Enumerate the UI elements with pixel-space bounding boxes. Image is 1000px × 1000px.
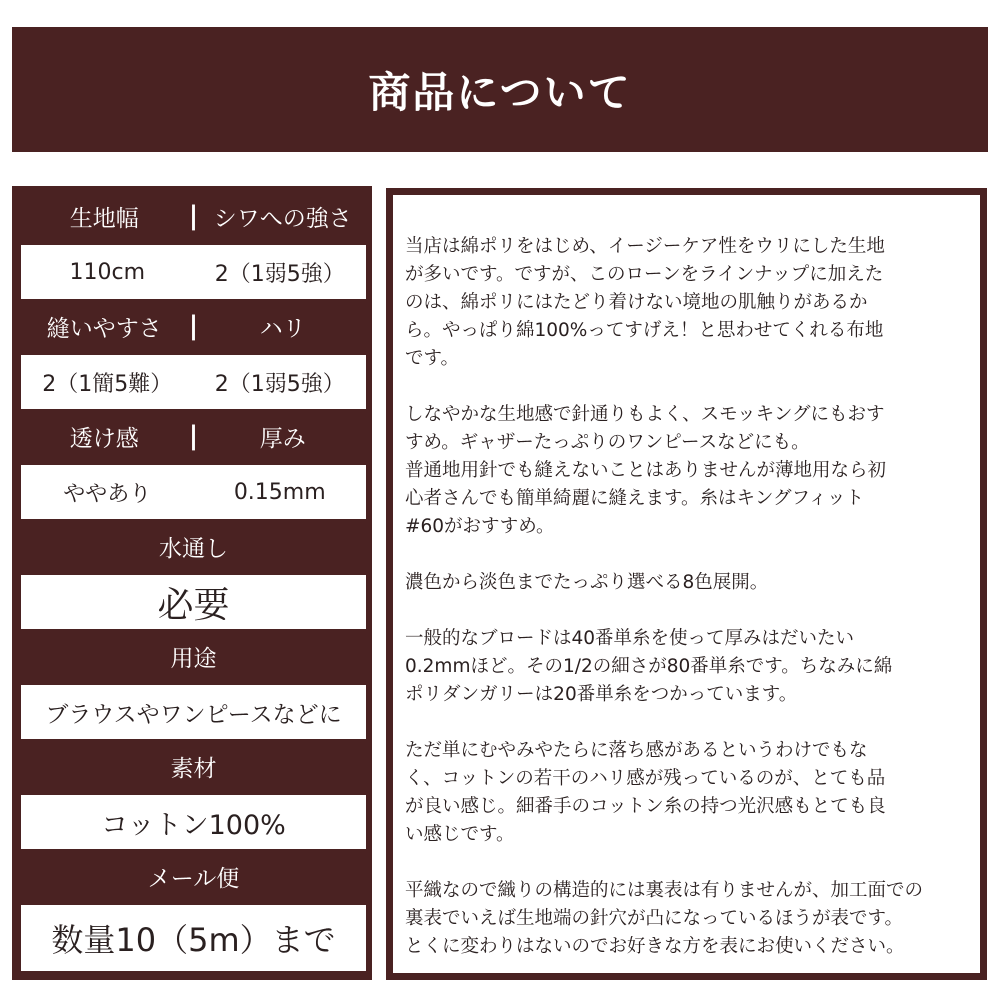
spec-value-mail: 数量10（5m）まで (21, 905, 366, 971)
separator: | (188, 311, 199, 341)
spec-label-material: 素材 (170, 755, 217, 782)
description-body (393, 195, 980, 973)
spec-row-width-wrinkle-value (21, 245, 366, 299)
separator: | (188, 421, 199, 451)
spec-row-width-wrinkle-header (21, 189, 366, 243)
spec-value-usage: ブラウスやワンピースなどに (21, 685, 366, 739)
spec-value-prewash: 必要 (21, 575, 366, 629)
description-paragraph: 濃色から淡色までたっぷり選べる8色展開。 (405, 572, 769, 593)
description-paragraph: ただ単にむやみやたらに落ち感があるというわけでもな く、コットンの若干のハリ感が残っているのが、とても品 が良い感じ。細番手のコットン糸の持つ光沢感もとても良 い感じです。 (405, 740, 886, 845)
spec-value-thickness: 0.15mm (233, 479, 326, 505)
spec-value-material: コットン100% (21, 795, 366, 849)
spec-label-thickness: 厚み (259, 425, 306, 452)
page-title: 商品について (368, 67, 632, 117)
description-paragraph: 一般的なブロードは40番単糸を使って厚みはだいたい 0.2mmほど。その1/2の細さが80番単糸です。ちなみに綿 ポリダンガリーは20番単糸をつかっています。 (405, 628, 893, 705)
spec-row-sheer-thick-header (21, 409, 366, 463)
description-panel (386, 188, 987, 980)
description-paragraph: 平織なので織りの構造的には裏表は有りませんが、加工面での 裏表でいえば生地端の針穴が凸になっているほうが表です。 とくに変わりはないのでお好きな方を表にお使いください。 (405, 880, 924, 957)
separator: | (188, 201, 199, 231)
spec-value-firmness: 2（1弱5強） (214, 371, 345, 397)
spec-row-sew-firm-value (21, 355, 366, 409)
spec-value-width: 110cm (69, 259, 146, 285)
spec-value-wrinkle: 2（1弱5強） (214, 261, 345, 287)
spec-label-mail: メール便 (147, 865, 240, 892)
spec-table (12, 186, 372, 980)
spec-label-wrinkle: シワへの強さ (213, 205, 352, 232)
spec-label-sewability: 縫いやすさ (46, 315, 162, 342)
spec-label-prewash: 水通し (159, 535, 228, 562)
spec-row-sew-firm-header (21, 299, 366, 353)
spec-label-firmness: ハリ (259, 315, 306, 342)
spec-label-width: 生地幅 (69, 205, 139, 232)
page-header (12, 27, 988, 152)
description-paragraph: 当店は綿ポリをはじめ、イージーケア性をウリにした生地 が多いです。ですが、このローンをラインナップに加えた のは、綿ポリにはたどり着けない境地の肌触りがあるか ら。やっぱり綿100%ってすげえ！と思わせてくれる布地 です。 (405, 236, 885, 369)
description-paragraph: しなやかな生地感で針通りもよく、スモッキングにもおす すめ。ギャザーたっぷりのワンピースなどにも。 普通地用針でも縫えないことはありませんが薄地用なら初 心者さんでも簡単綺麗に縫えます。糸はキングフィット #60がおすすめ。 (405, 404, 887, 537)
spec-value-sewability: 2（1簡5難） (42, 371, 173, 397)
spec-value-sheerness: ややあり (63, 481, 152, 507)
spec-label-sheerness: 透け感 (69, 425, 139, 452)
spec-label-usage: 用途 (170, 645, 217, 672)
spec-row-sheer-thick-value (21, 465, 366, 519)
